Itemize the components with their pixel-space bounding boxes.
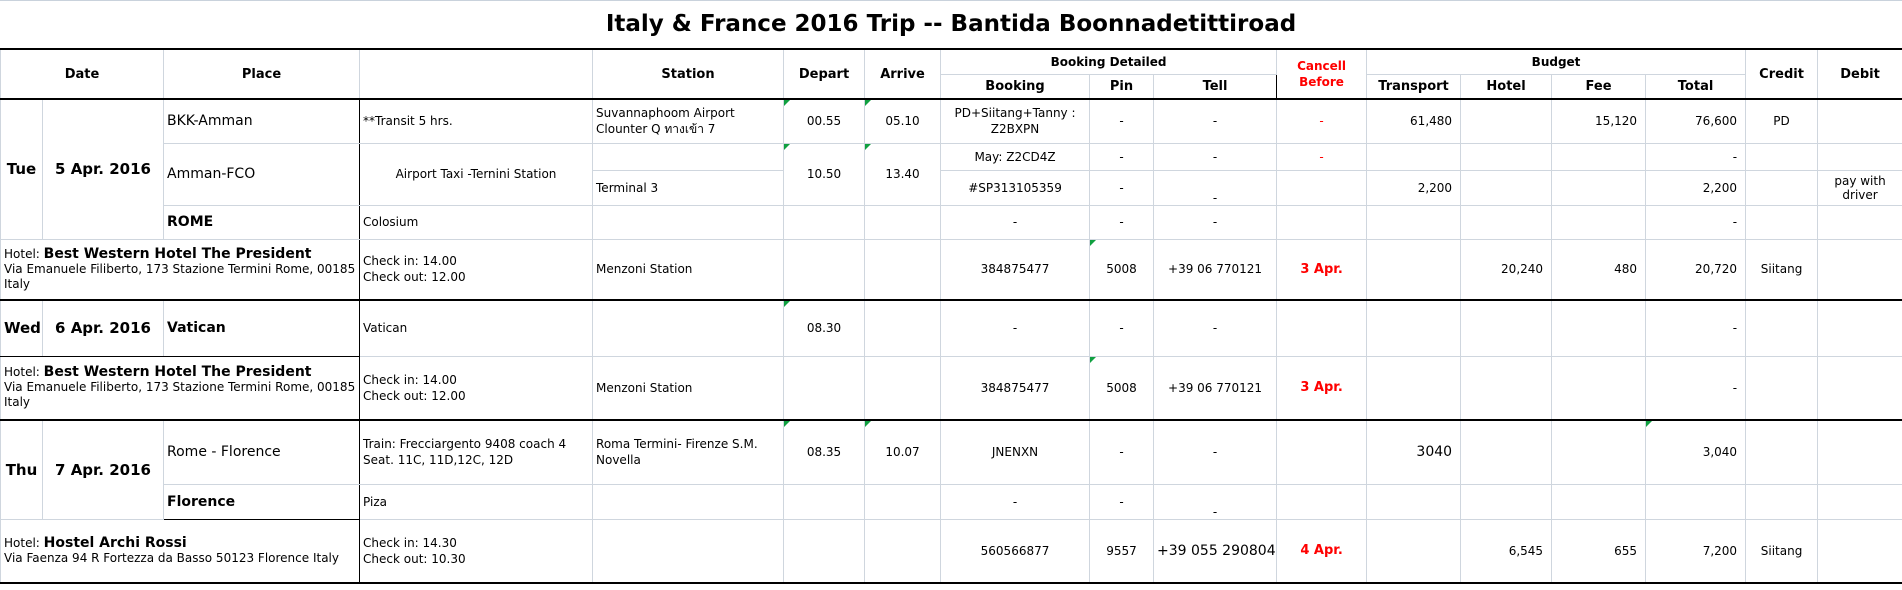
booking-cell: PD+Siitang+Tanny : Z2BXPN	[941, 99, 1090, 143]
header-credit: Credit	[1746, 49, 1818, 99]
tell-cell: +39 06 770121	[1154, 239, 1277, 300]
arrive-cell	[865, 300, 941, 356]
header-description	[360, 49, 593, 99]
depart-cell	[784, 356, 865, 420]
day-label: Thu	[1, 420, 43, 519]
day-label: Wed	[1, 300, 43, 356]
table-row	[1, 300, 1902, 356]
debit-cell	[1818, 143, 1902, 170]
cancel-cell	[1277, 300, 1367, 356]
tell-cell: +39 06 770121	[1154, 356, 1277, 420]
fee-cell	[1552, 143, 1646, 170]
station-cell	[593, 143, 784, 170]
transport-cell	[1367, 143, 1461, 170]
place-cell: Florence	[164, 484, 360, 519]
description-cell: Train: Frecciargento 9408 coach 4 Seat. 11C, 11D,12C, 12D	[360, 420, 593, 484]
booking-cell: JNENXN	[941, 420, 1090, 484]
total-cell: 3,040	[1646, 420, 1746, 484]
transport-cell	[1367, 239, 1461, 300]
checkin-time: Check in: 14.00	[363, 254, 457, 269]
header-date: Date	[1, 49, 164, 99]
hotel-cost-cell	[1461, 356, 1552, 420]
arrive-cell: 05.10	[865, 99, 941, 143]
transport-cell: 3040	[1367, 420, 1461, 484]
pin-cell: -	[1090, 484, 1154, 519]
station-cell	[593, 205, 784, 239]
total-cell: 7,200	[1646, 519, 1746, 583]
hotel-label: Hotel:	[4, 246, 44, 261]
description-cell: Airport Taxi -Ternini Station	[360, 143, 593, 205]
transport-cell: 61,480	[1367, 99, 1461, 143]
cancel-cell	[1277, 205, 1367, 239]
credit-cell	[1746, 143, 1818, 170]
debit-cell	[1818, 99, 1902, 143]
fee-cell	[1552, 420, 1646, 484]
station-cell: Menzoni Station	[593, 356, 784, 420]
debit-cell	[1818, 356, 1902, 420]
header-booking: Booking	[941, 74, 1090, 99]
hotel-cost-cell	[1461, 99, 1552, 143]
hotel-row	[1, 239, 1902, 300]
depart-cell: 10.50	[784, 143, 865, 205]
pin-cell: -	[1090, 205, 1154, 239]
credit-cell	[1746, 205, 1818, 239]
header-place: Place	[164, 49, 360, 99]
checkin-time: Check in: 14.30	[363, 535, 457, 550]
booking-cell: 384875477	[941, 239, 1090, 300]
checkin-time: Check in: 14.00	[363, 372, 457, 387]
description-cell: **Transit 5 hrs.	[360, 99, 593, 143]
booking-cell: May: Z2CD4Z	[941, 143, 1090, 170]
checkout-time: Check out: 12.00	[363, 270, 466, 285]
description-cell: Colosium	[360, 205, 593, 239]
pin-cell: -	[1090, 420, 1154, 484]
total-cell: 20,720	[1646, 239, 1746, 300]
total-cell: -	[1646, 205, 1746, 239]
hotel-row	[1, 519, 1902, 583]
cancel-cell: 3 Apr.	[1277, 239, 1367, 300]
checkin-cell	[360, 519, 593, 583]
cancel-cell	[1277, 170, 1367, 205]
tell-cell: -	[1154, 170, 1277, 205]
header-booking-detailed: Booking Detailed	[941, 49, 1277, 74]
arrive-cell	[865, 239, 941, 300]
header-pin: Pin	[1090, 74, 1154, 99]
depart-cell	[784, 239, 865, 300]
station-cell: Terminal 3	[593, 170, 784, 205]
header-debit: Debit	[1818, 49, 1902, 99]
total-cell: 2,200	[1646, 170, 1746, 205]
pin-cell: 5008	[1090, 239, 1154, 300]
header-transport: Transport	[1367, 74, 1461, 99]
fee-cell	[1552, 484, 1646, 519]
total-cell	[1646, 484, 1746, 519]
debit-cell: pay with driver	[1818, 170, 1902, 205]
station-cell: Menzoni Station	[593, 239, 784, 300]
header-arrive: Arrive	[865, 49, 941, 99]
arrive-cell: 10.07	[865, 420, 941, 484]
table-row	[1, 143, 1902, 170]
arrive-cell	[865, 356, 941, 420]
transport-cell: 2,200	[1367, 170, 1461, 205]
table-row	[1, 205, 1902, 239]
tell-cell: -	[1154, 205, 1277, 239]
transport-cell	[1367, 205, 1461, 239]
date-label: 6 Apr. 2016	[43, 300, 164, 356]
total-cell: -	[1646, 143, 1746, 170]
credit-cell	[1746, 300, 1818, 356]
hotel-address: Via Emanuele Filiberto, 173 Stazione Termini Rome, 00185 Italy	[4, 380, 356, 410]
credit-cell	[1746, 170, 1818, 205]
credit-cell	[1746, 420, 1818, 484]
debit-cell	[1818, 300, 1902, 356]
fee-cell	[1552, 170, 1646, 205]
depart-cell	[784, 519, 865, 583]
hotel-address: Via Faenza 94 R Fortezza da Basso 50123 Florence Italy	[4, 550, 339, 565]
depart-cell	[784, 205, 865, 239]
place-cell: BKK-Amman	[164, 99, 360, 143]
total-cell: 76,600	[1646, 99, 1746, 143]
credit-cell: Siitang	[1746, 239, 1818, 300]
arrive-cell	[865, 484, 941, 519]
pin-cell: -	[1090, 143, 1154, 170]
depart-cell: 08.30	[784, 300, 865, 356]
fee-cell: 480	[1552, 239, 1646, 300]
hotel-info-cell	[1, 239, 360, 300]
cancel-cell	[1277, 420, 1367, 484]
credit-cell	[1746, 356, 1818, 420]
arrive-cell: 13.40	[865, 143, 941, 205]
place-cell: ROME	[164, 205, 360, 239]
transport-cell	[1367, 356, 1461, 420]
hotel-cost-cell	[1461, 143, 1552, 170]
header-row-top	[1, 49, 1902, 74]
arrive-cell	[865, 205, 941, 239]
transport-cell	[1367, 519, 1461, 583]
fee-cell	[1552, 356, 1646, 420]
header-depart: Depart	[784, 49, 865, 99]
tell-cell: -	[1154, 484, 1277, 519]
pin-cell: 5008	[1090, 356, 1154, 420]
hotel-cost-cell	[1461, 170, 1552, 205]
credit-cell: Siitang	[1746, 519, 1818, 583]
booking-cell: -	[941, 300, 1090, 356]
date-label: 5 Apr. 2016	[43, 99, 164, 239]
fee-cell: 15,120	[1552, 99, 1646, 143]
transport-cell	[1367, 300, 1461, 356]
depart-cell	[784, 484, 865, 519]
depart-cell: 00.55	[784, 99, 865, 143]
checkin-cell	[360, 239, 593, 300]
cancel-cell	[1277, 484, 1367, 519]
hotel-info-cell	[1, 356, 360, 420]
itinerary-table	[0, 48, 1902, 584]
station-cell	[593, 519, 784, 583]
place-cell: Rome - Florence	[164, 420, 360, 484]
hotel-label: Hotel:	[4, 535, 44, 550]
station-cell: Suvannaphoom Airport Clounter Q ทางเข้า 7	[593, 99, 784, 143]
tell-cell: -	[1154, 143, 1277, 170]
hotel-cost-cell: 20,240	[1461, 239, 1552, 300]
hotel-cost-cell: 6,545	[1461, 519, 1552, 583]
debit-cell	[1818, 420, 1902, 484]
booking-cell: -	[941, 484, 1090, 519]
header-tell: Tell	[1154, 74, 1277, 99]
header-fee: Fee	[1552, 74, 1646, 99]
station-cell	[593, 300, 784, 356]
day-label: Tue	[1, 99, 43, 239]
hotel-row	[1, 356, 1902, 420]
debit-cell	[1818, 484, 1902, 519]
depart-cell: 08.35	[784, 420, 865, 484]
hotel-address: Via Emanuele Filiberto, 173 Stazione Termini Rome, 00185 Italy	[4, 261, 356, 291]
checkout-time: Check out: 12.00	[363, 388, 466, 403]
header-cancel-before: Cancell Before	[1277, 49, 1367, 99]
debit-cell	[1818, 519, 1902, 583]
booking-cell: 384875477	[941, 356, 1090, 420]
pin-cell: -	[1090, 99, 1154, 143]
tell-cell: -	[1154, 300, 1277, 356]
tell-cell: +39 055 290804	[1154, 519, 1277, 583]
pin-cell: -	[1090, 300, 1154, 356]
total-cell: -	[1646, 356, 1746, 420]
fee-cell: 655	[1552, 519, 1646, 583]
fee-cell	[1552, 300, 1646, 356]
date-label: 7 Apr. 2016	[43, 420, 164, 519]
cancel-cell: -	[1277, 143, 1367, 170]
tell-cell: -	[1154, 99, 1277, 143]
hotel-info-cell	[1, 519, 360, 583]
hotel-name: Hostel Archi Rossi	[43, 534, 187, 551]
cancel-cell: 4 Apr.	[1277, 519, 1367, 583]
place-cell: Vatican	[164, 300, 360, 356]
pin-cell: 9557	[1090, 519, 1154, 583]
checkin-cell	[360, 356, 593, 420]
sheet-title: Italy & France 2016 Trip -- Bantida Boonnadetittiroad	[0, 0, 1902, 48]
hotel-name: Best Western Hotel The President	[43, 364, 312, 381]
description-cell: Vatican	[360, 300, 593, 356]
cancel-cell: -	[1277, 99, 1367, 143]
arrive-cell	[865, 519, 941, 583]
header-budget: Budget	[1367, 49, 1746, 74]
station-cell	[593, 484, 784, 519]
booking-cell: #SP313105359	[941, 170, 1090, 205]
checkout-time: Check out: 10.30	[363, 551, 466, 566]
booking-cell: 560566877	[941, 519, 1090, 583]
total-cell: -	[1646, 300, 1746, 356]
transport-cell	[1367, 484, 1461, 519]
hotel-cost-cell	[1461, 484, 1552, 519]
place-cell: Amman-FCO	[164, 143, 360, 205]
debit-cell	[1818, 239, 1902, 300]
hotel-cost-cell	[1461, 300, 1552, 356]
cancel-cell: 3 Apr.	[1277, 356, 1367, 420]
header-total: Total	[1646, 74, 1746, 99]
debit-cell	[1818, 205, 1902, 239]
hotel-name: Best Western Hotel The President	[43, 245, 312, 262]
table-row	[1, 99, 1902, 143]
station-cell: Roma Termini- Firenze S.M. Novella	[593, 420, 784, 484]
fee-cell	[1552, 205, 1646, 239]
header-station: Station	[593, 49, 784, 99]
header-hotel: Hotel	[1461, 74, 1552, 99]
pin-cell: -	[1090, 170, 1154, 205]
hotel-label: Hotel:	[4, 365, 44, 380]
hotel-cost-cell	[1461, 205, 1552, 239]
table-row	[1, 484, 1902, 519]
booking-cell: -	[941, 205, 1090, 239]
hotel-cost-cell	[1461, 420, 1552, 484]
tell-cell: -	[1154, 420, 1277, 484]
credit-cell: PD	[1746, 99, 1818, 143]
table-row	[1, 420, 1902, 484]
description-cell: Piza	[360, 484, 593, 519]
credit-cell	[1746, 484, 1818, 519]
